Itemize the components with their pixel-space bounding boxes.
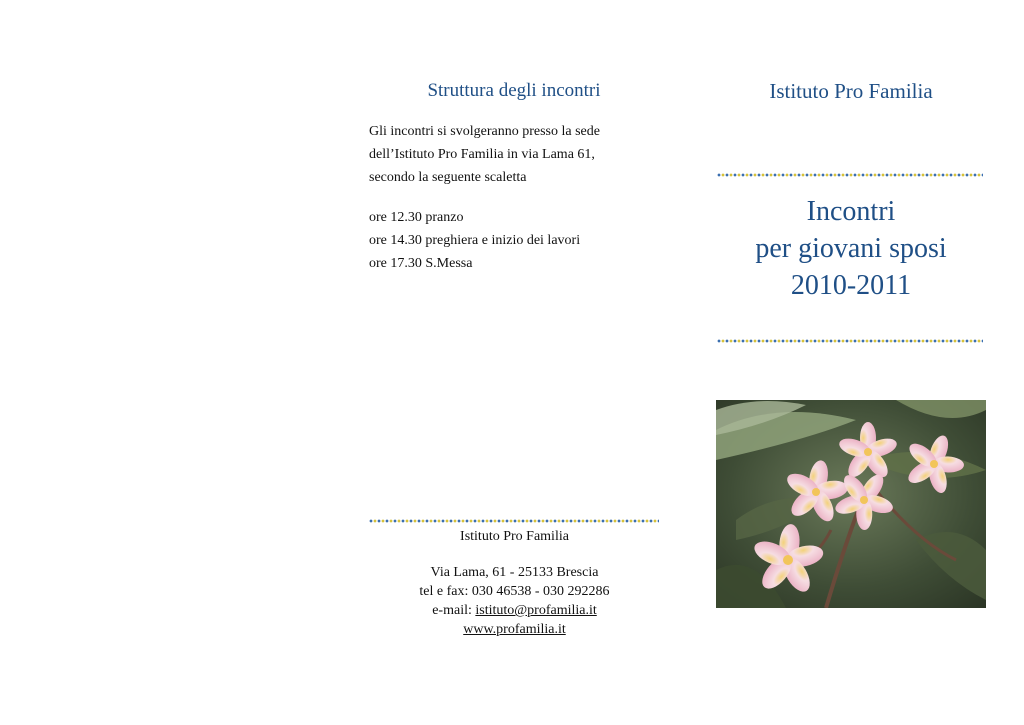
intro-line: dell’Istituto Pro Familia in via Lama 61, xyxy=(369,147,595,162)
cover-title-line: per giovani sposi xyxy=(755,233,947,264)
cover-title-line: Incontri xyxy=(806,196,896,227)
email-link[interactable]: istituto@profamilia.it xyxy=(475,603,597,618)
schedule-item: ore 14.30 preghiera e inizio dei lavori xyxy=(369,233,581,248)
intro-text xyxy=(369,120,659,189)
schedule-item: ore 12.30 pranzo xyxy=(369,210,464,225)
section-title: Struttura degli incontri xyxy=(427,80,601,101)
contact-org-name: Istituto Pro Familia xyxy=(460,529,569,544)
email-label: e-mail: xyxy=(432,603,476,618)
contact-website-line xyxy=(372,620,657,639)
cover-main-title xyxy=(716,193,986,304)
contact-email-line xyxy=(372,601,657,620)
dotted-divider xyxy=(717,339,983,343)
contact-block xyxy=(372,527,657,639)
intro-line: secondo la seguente scaletta xyxy=(369,170,527,185)
cover-title-line: 2010-2011 xyxy=(790,270,912,301)
website-link[interactable]: www.profamilia.it xyxy=(463,622,566,637)
contact-phone: tel e fax: 030 46538 - 030 292286 xyxy=(419,584,610,599)
frangipani-flowers-photo xyxy=(716,400,986,608)
schedule-list xyxy=(369,206,659,275)
cover-org-title: Istituto Pro Familia xyxy=(769,79,933,103)
intro-line: Gli incontri si svolgeranno presso la sede xyxy=(369,124,600,139)
dotted-divider xyxy=(717,173,983,177)
dotted-divider xyxy=(369,519,659,523)
contact-address: Via Lama, 61 - 25133 Brescia xyxy=(430,565,599,580)
schedule-item: ore 17.30 S.Messa xyxy=(369,256,473,271)
